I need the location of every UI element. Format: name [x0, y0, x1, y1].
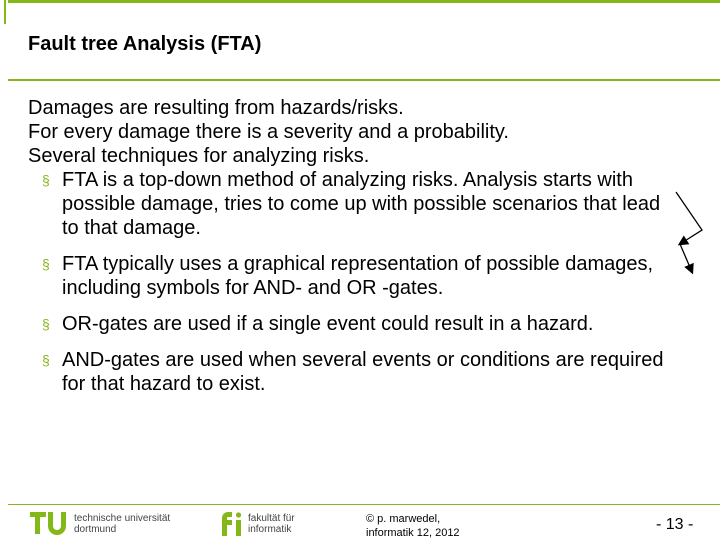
slide-title: Fault tree Analysis (FTA)	[28, 33, 262, 55]
paragraph: Several techniques for analyzing risks.	[28, 145, 370, 167]
copyright-line: © p. marwedel,	[366, 513, 441, 525]
bullet-text: FTA typically uses a graphical representation of possible damages, including symbols for AND- and OR -gates.	[62, 253, 654, 299]
bullet-icon: §	[42, 352, 50, 368]
top-accent-rule	[8, 0, 720, 3]
bullet-text: FTA is a top-down method of analyzing risks. Analysis starts with possible damage, tries to come up with possible scenarios that lead to that damage.	[62, 169, 661, 239]
slide-body	[28, 96, 668, 396]
tu-dortmund-logo-icon	[30, 510, 70, 538]
faculty-logo-icon	[214, 510, 244, 538]
bullet-text: AND-gates are used when several events or conditions are required for that hazard to exist.	[62, 349, 664, 395]
title-divider	[8, 79, 720, 81]
university-name	[74, 513, 170, 535]
faculty-line: informatik	[248, 524, 292, 535]
list-item	[28, 168, 668, 240]
list-item	[28, 348, 668, 396]
faculty-line: fakultät für	[248, 513, 295, 524]
footer-divider	[8, 504, 720, 505]
bullet-list	[28, 168, 668, 396]
bullet-icon: §	[42, 256, 50, 272]
top-corner-line	[4, 0, 6, 24]
university-line: dortmund	[74, 524, 117, 535]
list-item	[28, 252, 668, 300]
university-line: technische universität	[74, 513, 171, 524]
copyright-notice	[366, 512, 460, 540]
faculty-name	[248, 513, 295, 535]
paragraph: Damages are resulting from hazards/risks.	[28, 97, 404, 119]
list-item	[28, 312, 668, 336]
bullet-icon: §	[42, 172, 50, 188]
bullet-icon: §	[42, 316, 50, 332]
zigzag-arrow-icon	[672, 188, 708, 280]
page-number: - 13 -	[656, 516, 694, 533]
paragraph: For every damage there is a severity and a probability.	[28, 121, 509, 143]
copyright-line: informatik 12, 2012	[366, 527, 460, 539]
bullet-text: OR-gates are used if a single event could result in a hazard.	[62, 313, 594, 335]
